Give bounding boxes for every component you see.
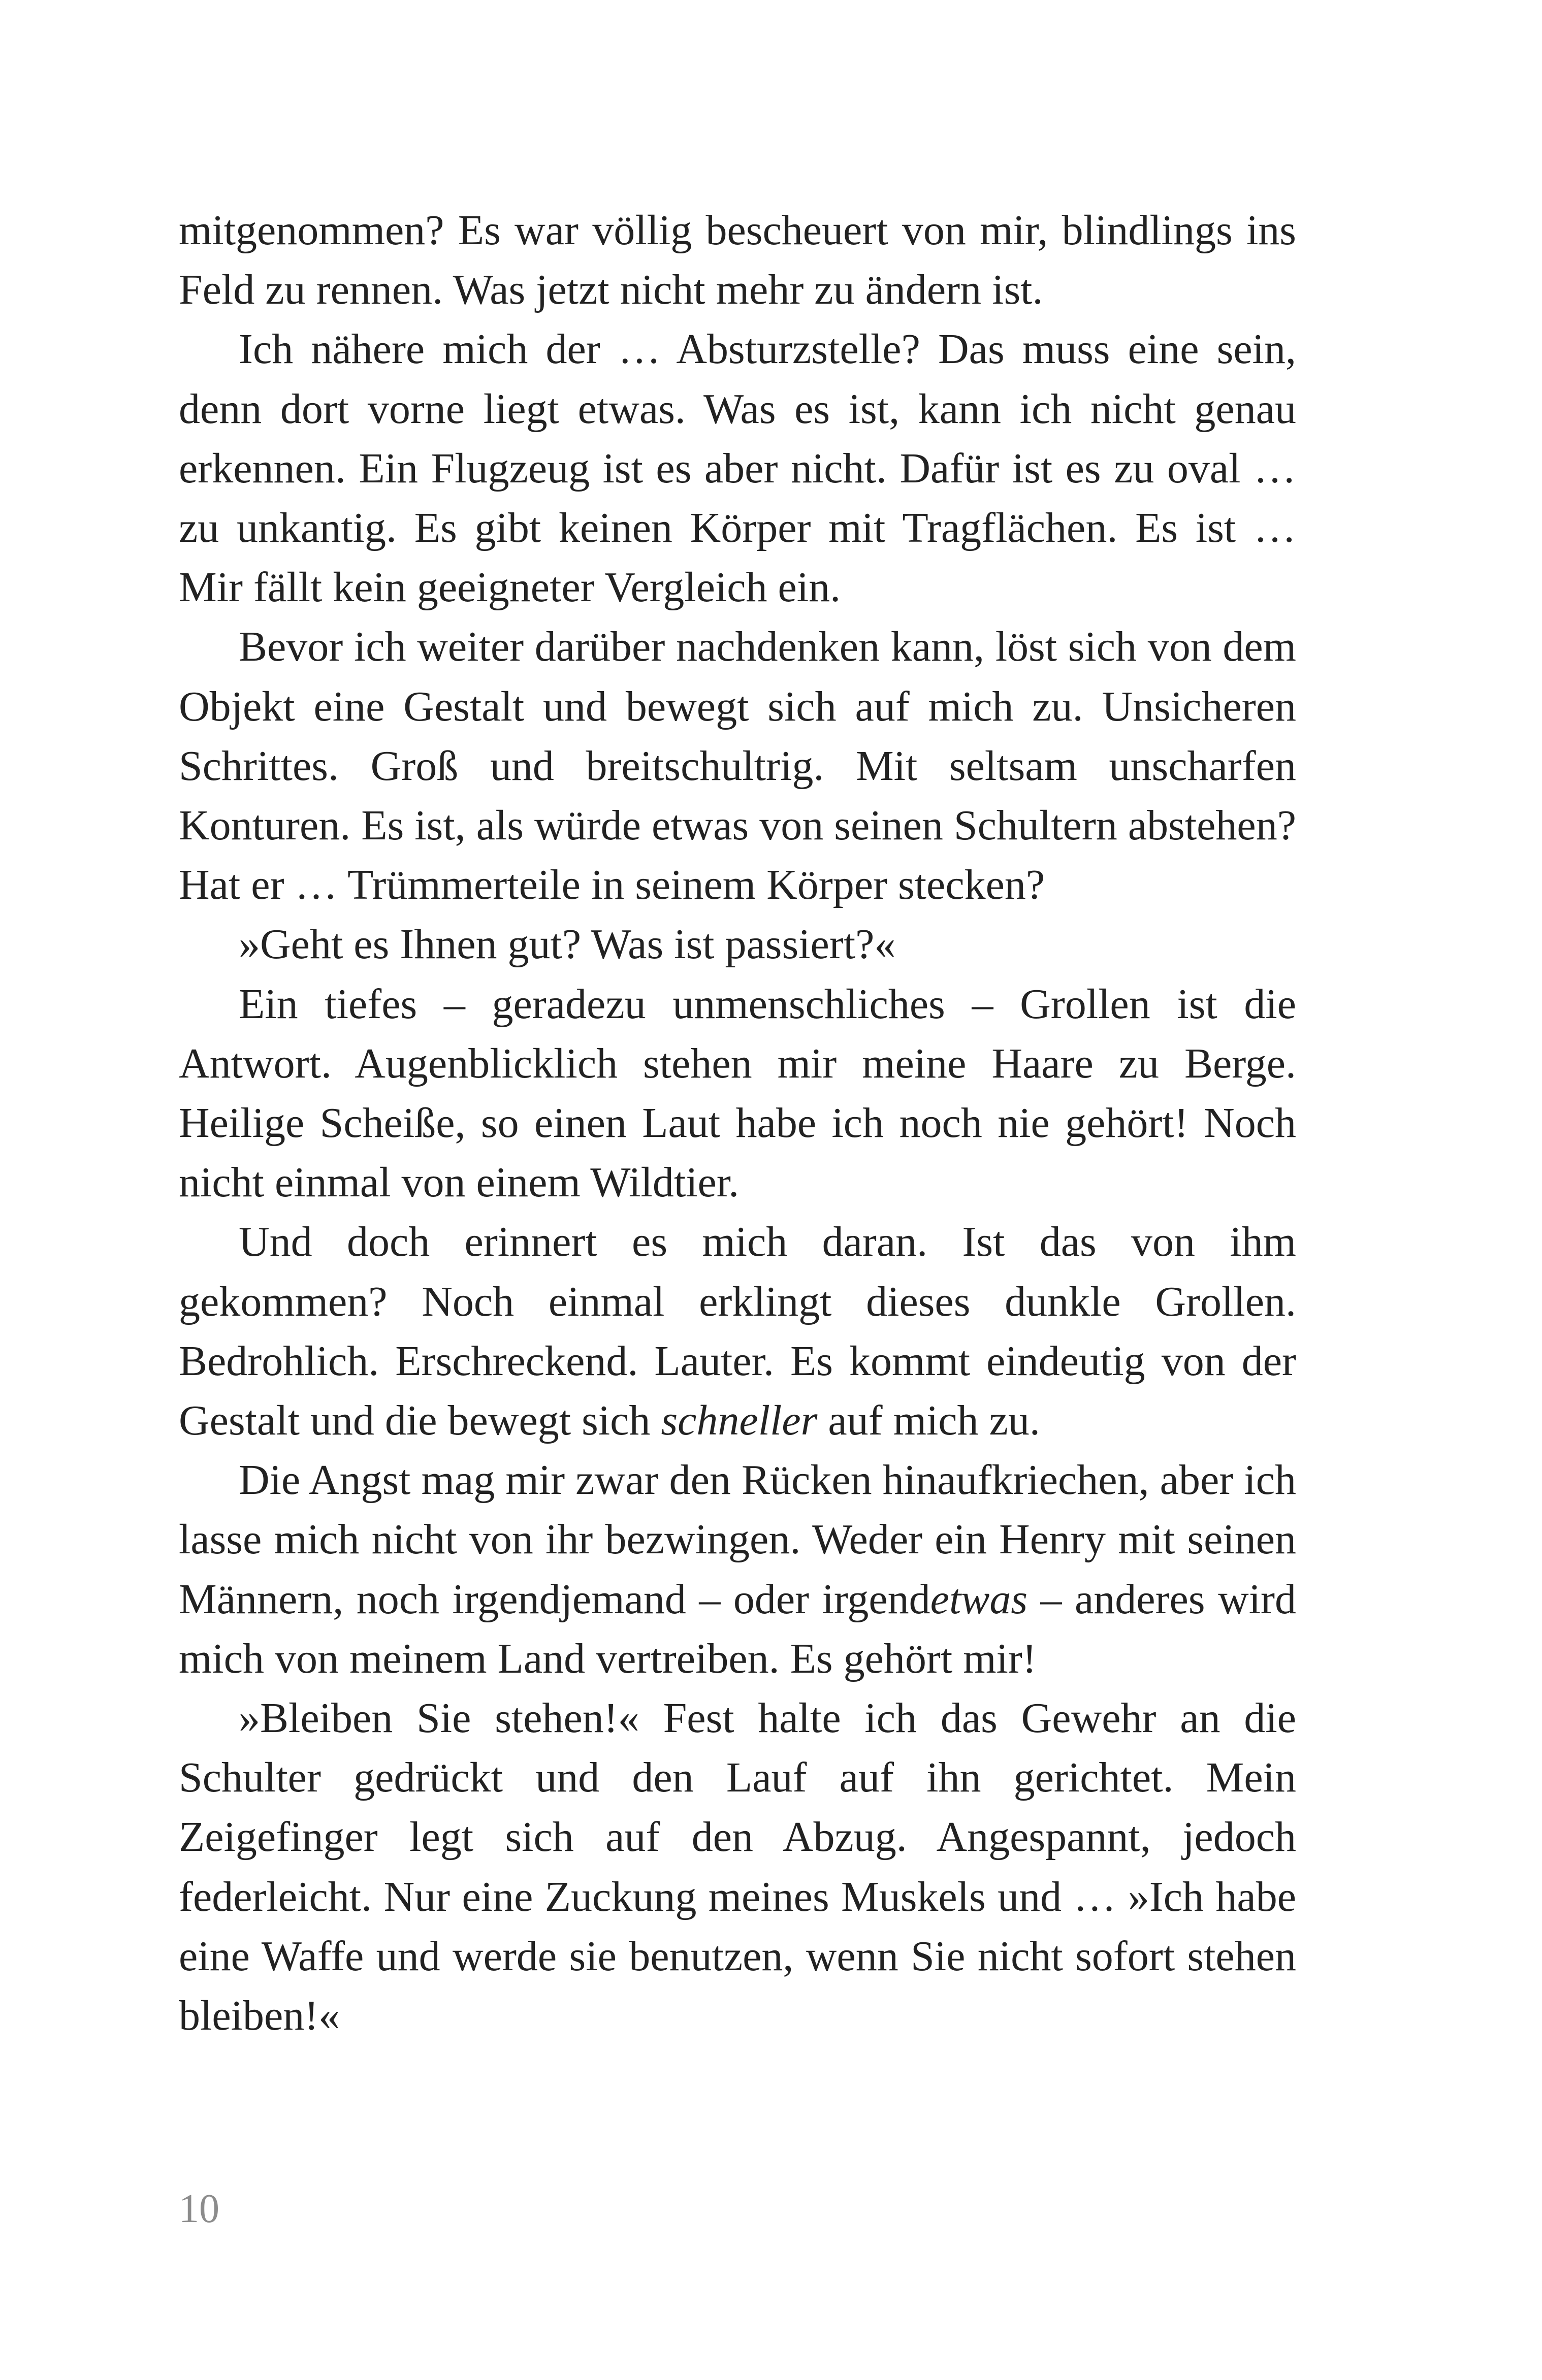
paragraph xyxy=(179,1450,1296,1688)
paragraph-text: – anderes wird mich von meinem Land vertreiben. Es gehört mir! xyxy=(179,1575,1296,1682)
body-text xyxy=(179,201,1296,2045)
paragraph: Bevor ich weiter darüber nachdenken kann, löst sich von dem Objekt eine Gestalt und bewegt sich auf mich zu. Unsicheren Schrittes. Groß und breitschultrig. Mit seltsam unscharfen Konturen. Es ist, als würde etwas von seinen Schultern abstehen? Hat er … Trümmerteile in seinem Körper stecken? xyxy=(179,623,1296,909)
paragraph-text: Die Angst mag mir zwar den Rücken hinaufkriechen, aber ich lasse mich nicht von ihr bezwingen. Weder ein Henry mit seinen Männern, noch irgendjemand – oder irgend xyxy=(179,1456,1296,1623)
paragraph: Ein tiefes – geradezu unmenschliches – Grollen ist die Antwort. Augenblicklich stehen mir meine Haare zu Berge. Heilige Scheiße, so einen Laut habe ich noch nie gehört! Noch nicht einmal von einem Wildtier. xyxy=(179,980,1296,1207)
emphasis-text: schneller xyxy=(661,1397,818,1445)
emphasis-text: etwas xyxy=(930,1575,1028,1623)
paragraph: Ich nähere mich der … Absturzstelle? Das muss eine sein, denn dort vorne liegt etwas. Was es ist, kann ich nicht genau erkennen. Ein Flugzeug ist es aber nicht. Dafür ist es zu oval … zu unkantig. Es gibt keinen Körper mit Tragflächen. Es ist … Mir fällt kein geeigneter Vergleich ein. xyxy=(179,325,1296,611)
paragraph: mitgenommen? Es war völlig bescheuert von mir, blindlings ins Feld zu rennen. Was jetzt nicht mehr zu ändern ist. xyxy=(179,207,1296,314)
paragraph: »Bleiben Sie stehen!« Fest halte ich das Gewehr an die Schulter gedrückt und den Lauf auf ihn gerichtet. Mein Zeigefinger legt sich auf den Abzug. Angespannt, jedoch federleicht. Nur eine Zuckung meines Muskels und … »Ich habe eine Waffe und werde sie benutzen, wenn Sie nicht sofort stehen bleiben!« xyxy=(179,1694,1296,2040)
paragraph-text: auf mich zu. xyxy=(817,1397,1040,1445)
page-number: 10 xyxy=(179,2187,219,2231)
paragraph xyxy=(179,1212,1296,1450)
paragraph-text: Und doch erinnert es mich daran. Ist das von ihm gekommen? Noch einmal erklingt dieses dunkle Grollen. Bedrohlich. Erschreckend. Lauter. Es kommt eindeutig von der Gestalt und die bewegt sich xyxy=(179,1218,1296,1445)
paragraph: »Geht es Ihnen gut? Was ist passiert?« xyxy=(239,921,896,968)
